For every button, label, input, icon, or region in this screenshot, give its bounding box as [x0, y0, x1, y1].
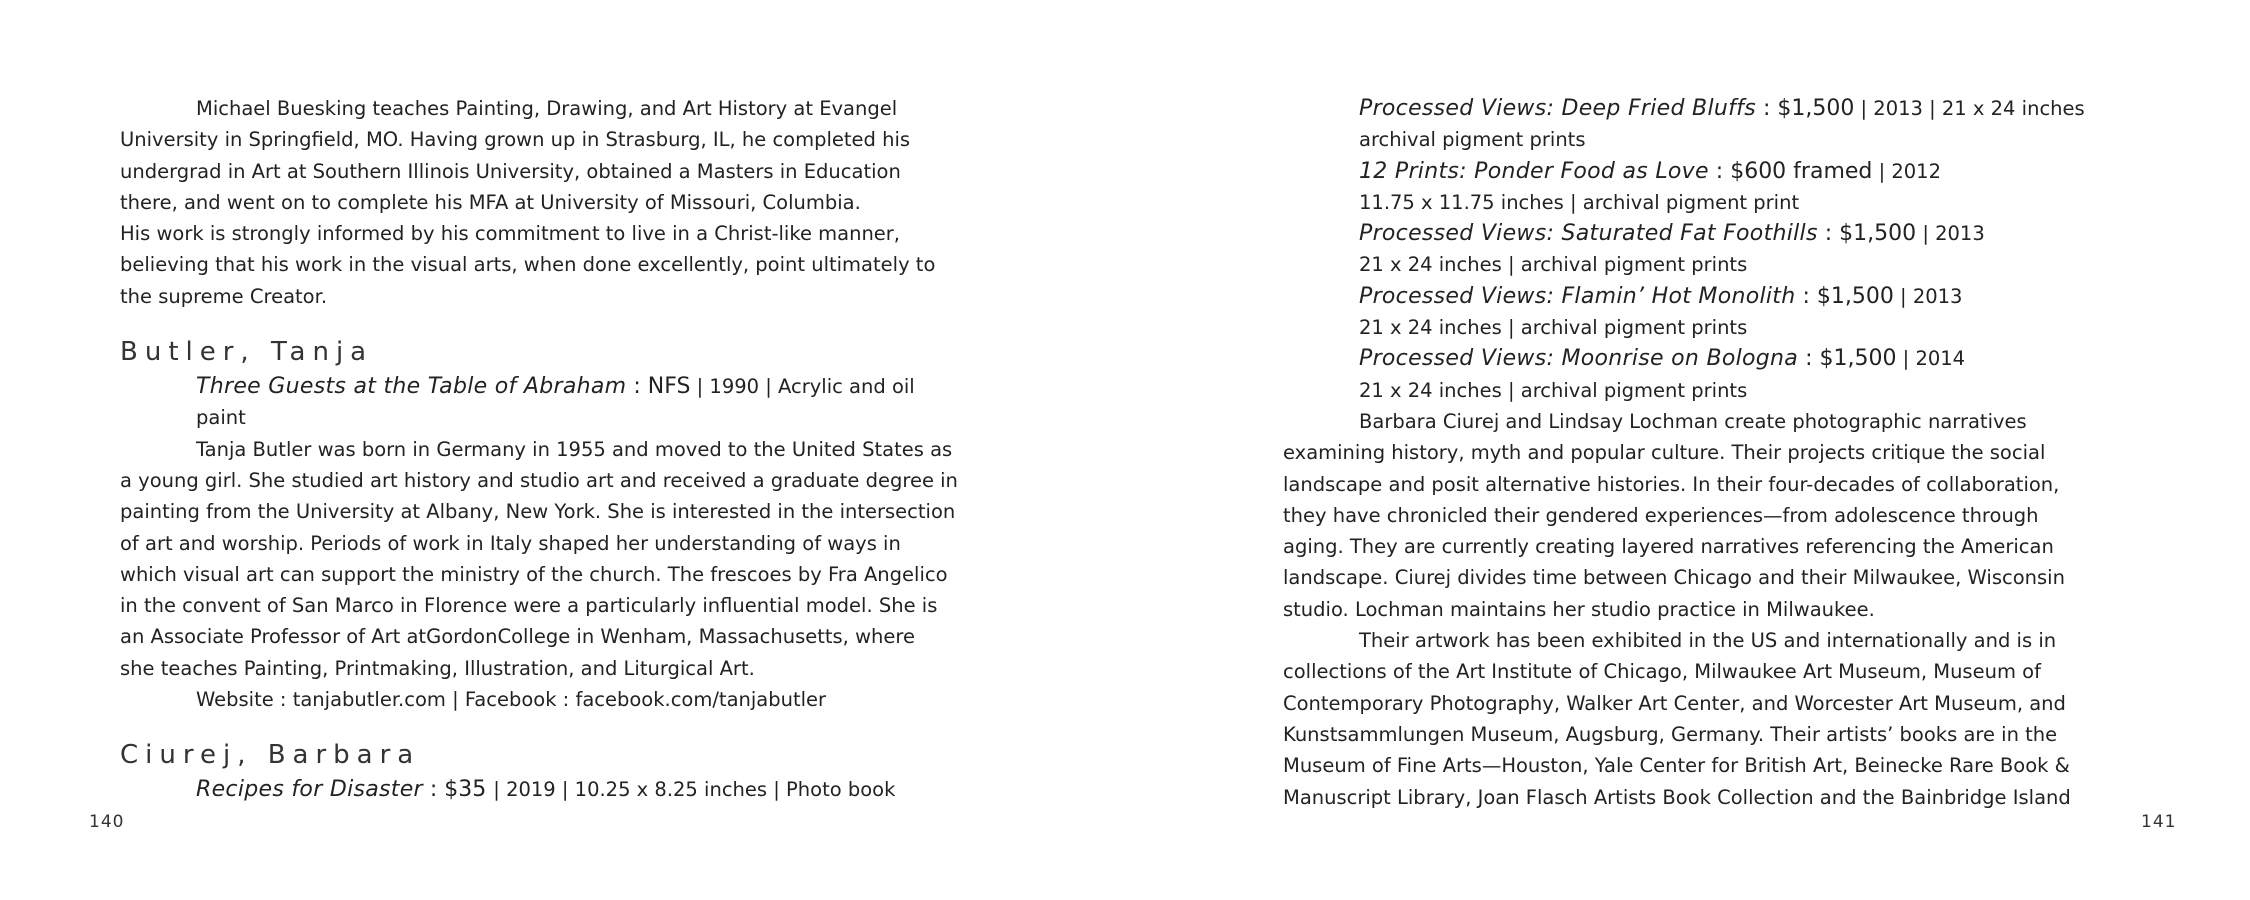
- buesking-bio: [120, 93, 988, 312]
- artwork-line: [120, 371, 988, 402]
- bio-line: they have chronicled their gendered experiences—from adolescence through: [1283, 503, 2039, 527]
- artwork-title: Processed Views: Flamin’ Hot Monolith: [1359, 283, 1796, 309]
- left-text-column: [120, 93, 988, 806]
- bio-line: University in Springfield, MO. Having grown up in Strasburg, IL, he completed his: [120, 128, 911, 152]
- right-page: [1125, 0, 2250, 900]
- bio-line: a young girl. She studied art history and studio art and received a graduate degree in: [120, 468, 958, 492]
- bio-line: there, and went on to complete his MFA at University of Missouri, Columbia.: [120, 190, 861, 214]
- artwork-list: [1283, 93, 2163, 406]
- artwork-meta: | 2012: [1872, 159, 1941, 183]
- page-number: 141: [2141, 812, 2177, 832]
- right-text-column: [1283, 93, 2163, 813]
- artwork-detail: archival pigment prints: [1359, 128, 1586, 152]
- artist-heading: Butler, Tanja: [120, 337, 374, 368]
- artwork-meta: | 2013: [1916, 222, 1985, 246]
- artist-heading: Ciurej, Barbara: [120, 740, 421, 771]
- artwork-meta: | 2019 | 10.25 x 8.25 inches | Photo book: [493, 778, 896, 802]
- artwork-meta-continued: paint: [196, 406, 246, 430]
- bio-line: collections of the Art Institute of Chicago, Milwaukee Art Museum, Museum of: [1283, 660, 2041, 684]
- artwork-detail: 21 x 24 inches | archival pigment prints: [1359, 253, 1748, 277]
- artwork-price: : $1,500: [1755, 96, 1855, 121]
- bio-line: believing that his work in the visual arts, when done excellently, point ultimately to: [120, 253, 936, 277]
- artwork-price: : $1,500: [1817, 221, 1917, 247]
- bio-line: studio. Lochman maintains her studio practice in Milwaukee.: [1283, 597, 1875, 621]
- bio-line: which visual art can support the ministry of the church. The frescoes by Fra Angelico: [120, 562, 948, 586]
- artist-entry-ciurej: [120, 736, 988, 805]
- artwork-detail: 21 x 24 inches | archival pigment prints: [1359, 316, 1748, 340]
- artwork-price: : $1,500: [1798, 346, 1897, 372]
- bio-line: in the convent of San Marco in Florence were a particularly influential model. She is: [120, 594, 938, 618]
- artwork-line: [1283, 343, 2163, 374]
- artwork-line: [1283, 281, 2163, 312]
- artwork-meta: | 2013 | 21 x 24 inches: [1854, 97, 2085, 120]
- section-gap: [120, 312, 988, 333]
- artwork-price: : $35: [422, 777, 494, 803]
- bio-line: she teaches Painting, Printmaking, Illustration, and Liturgical Art.: [120, 656, 755, 680]
- artwork-line: [1283, 218, 2163, 249]
- artwork-line: [1283, 156, 2163, 187]
- artwork-meta: | 2014: [1896, 347, 1966, 371]
- bio-line: an Associate Professor of Art atGordonCollege in Wenham, Massachusetts, where: [120, 625, 915, 649]
- bio-line: His work is strongly informed by his commitment to live in a Christ-like manner,: [120, 222, 901, 246]
- artwork-meta: | 1990 | Acrylic and oil: [690, 375, 915, 399]
- section-gap: [120, 715, 988, 736]
- bio-line: Manuscript Library, Joan Flasch Artists Book Collection and the Bainbridge Island: [1283, 785, 2071, 809]
- artwork-title: Processed Views: Saturated Fat Foothills: [1359, 221, 1818, 247]
- artwork-title: Processed Views: Moonrise on Bologna: [1359, 346, 1799, 372]
- bio-line: aging. They are currently creating layered narratives referencing the American: [1283, 535, 2054, 559]
- artist-links: Website : tanjabutler.com | Facebook : facebook.com/tanjabutler: [196, 688, 827, 712]
- bio-line: landscape and posit alternative histories. In their four-decades of collaboration,: [1283, 472, 2060, 496]
- bio-line: Kunstsammlungen Museum, Augsburg, Germany. Their artists’ books are in the: [1283, 722, 2058, 746]
- artwork-meta: | 2013: [1893, 284, 1963, 308]
- artwork-price: : NFS: [626, 374, 691, 400]
- artwork-line: [120, 774, 988, 805]
- page-number: 140: [89, 812, 125, 832]
- bio-line: of art and worship. Periods of work in Italy shaped her understanding of ways in: [120, 531, 901, 555]
- bio-line: Their artwork has been exhibited in the US and internationally and is in: [1359, 629, 2057, 653]
- bio-line: painting from the University at Albany, New York. She is interested in the intersection: [120, 500, 956, 524]
- bio-line: undergrad in Art at Southern Illinois University, obtained a Masters in Education: [120, 159, 901, 183]
- artwork-title: Processed Views: Deep Fried Bluffs: [1359, 96, 1756, 121]
- artwork-line: [1283, 93, 2163, 124]
- bio-line: Museum of Fine Arts—Houston, Yale Center for British Art, Beinecke Rare Book &: [1283, 754, 2070, 778]
- artwork-price: : $1,500: [1795, 283, 1894, 309]
- artist-entry-butler: [120, 333, 988, 715]
- artwork-title: Recipes for Disaster: [196, 777, 423, 803]
- bio-line: Michael Buesking teaches Painting, Drawing, and Art History at Evangel: [196, 97, 898, 120]
- artwork-title: Three Guests at the Table of Abraham: [196, 374, 627, 400]
- artwork-detail: 11.75 x 11.75 inches | archival pigment print: [1359, 190, 1800, 214]
- bio-line: examining history, myth and popular culture. Their projects critique the social: [1283, 441, 2046, 465]
- bio-line: Barbara Ciurej and Lindsay Lochman create photographic narratives: [1359, 409, 2027, 433]
- artwork-title: 12 Prints: Ponder Food as Love: [1359, 158, 1709, 184]
- bio-line: Contemporary Photography, Walker Art Center, and Worcester Art Museum, and: [1283, 691, 2066, 715]
- bio-line: Tanja Butler was born in Germany in 1955 and moved to the United States as: [196, 437, 953, 461]
- bio-line: the supreme Creator.: [120, 284, 328, 308]
- ciurej-lochman-bio: [1283, 406, 2163, 813]
- bio-line: landscape. Ciurej divides time between Chicago and their Milwaukee, Wisconsin: [1283, 566, 2065, 590]
- artwork-detail: 21 x 24 inches | archival pigment prints: [1359, 378, 1748, 402]
- artwork-price: : $600 framed: [1708, 158, 1873, 184]
